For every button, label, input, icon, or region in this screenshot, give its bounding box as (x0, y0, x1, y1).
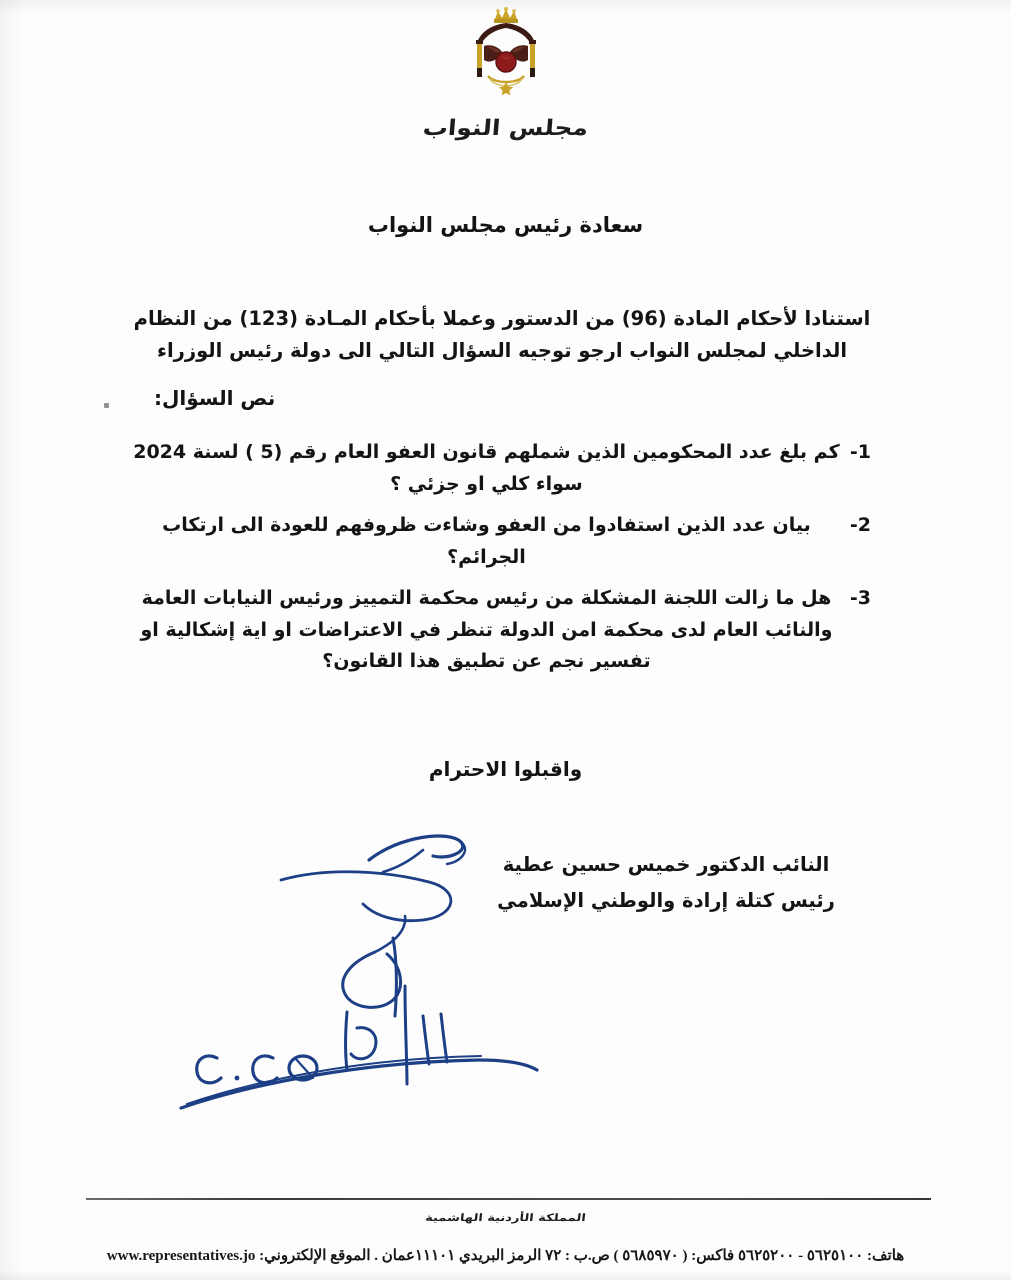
footer-contact-line (0, 1246, 1011, 1265)
footer-divider (86, 1198, 931, 1200)
signature-block (451, 847, 881, 919)
question-item (131, 437, 871, 501)
letterhead-calligraphy-title: مجلس النواب (421, 115, 590, 140)
question-text-label: نص السؤال: (154, 386, 276, 410)
footer-contact-text: هاتف: ٥٦٢٥١٠٠ - ٥٦٢٥٢٠٠ فاكس: ( ٥٦٨٥٩٧٠ ) ص.ب : ٧٢ الرمز البريدي ١١١٠١عمان . الموقع الإلكتروني: (259, 1248, 905, 1264)
footer-calligraphy: المملكة الأردنية الهاشمية (424, 1212, 587, 1225)
question-number: -2 (849, 513, 871, 536)
intro-paragraph: استنادا لأحكام المادة (96) من الدستور وعملا بأحكام المـادة (123) من النظام الداخلي لمجلس النواب ارجو توجيه السؤال التالي الى دولة رئيس الوزراء (133, 307, 871, 362)
question-number: -3 (849, 586, 871, 609)
footer-website-link[interactable]: www.representatives.jo (106, 1248, 256, 1264)
question-body: كم بلغ عدد المحكومين الذين شملهم قانون العفو العام رقم (5 ) لسنة 2024 سواء كلي او جزئي ؟ (133, 441, 840, 495)
scan-speck-artifact (104, 403, 109, 408)
signatory-title: رئيس كتلة إرادة والوطني الإسلامي (497, 889, 835, 913)
question-item (131, 510, 871, 574)
signatory-name: النائب الدكتور خميس حسين عطية (502, 853, 830, 876)
scan-shadow-bottom (0, 1270, 1011, 1280)
closing-line: واقبلوا الاحترام (428, 757, 583, 781)
question-item (131, 583, 871, 679)
scan-shadow-left (0, 0, 26, 1280)
letterhead (0, 6, 1011, 142)
question-list (131, 437, 871, 687)
question-body: بيان عدد الذين استفادوا من العفو وشاءت ظروفهم للعودة الى ارتكاب الجرائم؟ (162, 513, 811, 568)
question-body: هل ما زالت اللجنة المشكلة من رئيس محكمة التمييز ورئيس النيابات العامة والنائب العام لدى محكمة امن الدولة تنظر في الاعتراضات او اية إشكالية او تفسير نجم عن تطبيق هذا القانون؟ (140, 586, 833, 673)
question-number: -1 (849, 441, 871, 463)
addressee-line: سعادة رئيس مجلس النواب (367, 213, 644, 237)
jordan-coat-of-arms-icon (460, 6, 552, 102)
